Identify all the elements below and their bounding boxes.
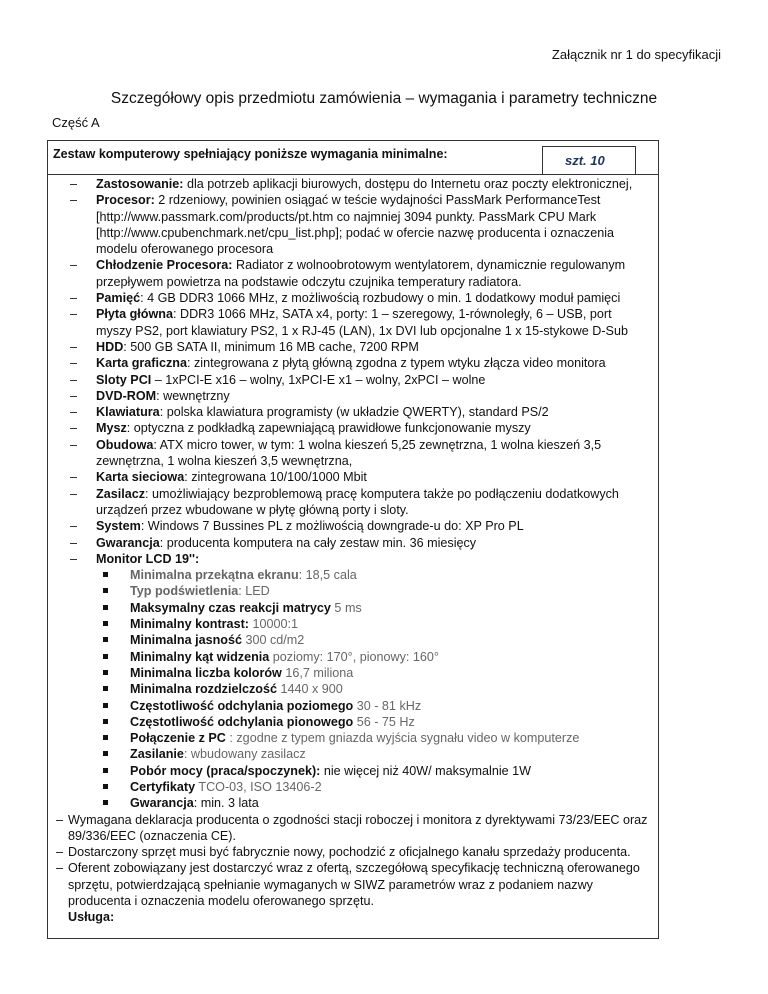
item-label: System — [96, 519, 141, 534]
spec-value: 30 - 81 kHz — [353, 698, 422, 713]
item-text: : umożliwiający bezproblemową pracę komputera także po podłączeniu dodatkowych urządzeń przez wbudowane w płytę główną porty i sloty. — [96, 486, 619, 517]
spec-value: : 18,5 cala — [298, 568, 357, 583]
item-text: : zintegrowana 10/100/1000 Mbit — [184, 470, 367, 485]
part-label: Część A — [52, 115, 100, 130]
item-label: Gwarancja — [96, 535, 160, 550]
dash-bullet: – — [70, 339, 78, 354]
monitor-spec-item — [48, 746, 658, 762]
dash-bullet: – — [56, 812, 64, 827]
square-bullet-icon — [103, 686, 108, 691]
dash-bullet: – — [70, 356, 78, 371]
dash-bullet: – — [70, 177, 78, 191]
spec-label: Połączenie z PC — [130, 731, 226, 746]
monitor-spec-item — [48, 583, 658, 599]
item-text: : polska klawiatura programisty (w układzie QWERTY), standard PS/2 — [159, 405, 549, 420]
monitor-spec-item — [48, 681, 658, 697]
monitor-spec-list — [48, 567, 658, 811]
dash-bullet: – — [70, 486, 78, 501]
item-label: Zasilacz — [96, 486, 146, 501]
list-item — [48, 404, 658, 420]
list-item — [48, 355, 658, 371]
spec-label: Maksymalny czas reakcji matrycy — [130, 600, 331, 615]
spec-value: 10000:1 — [248, 617, 298, 632]
service-label: Usługa: — [68, 910, 115, 925]
square-bullet-icon — [103, 784, 108, 789]
notes-list — [48, 812, 658, 910]
item-label: Procesor: — [96, 193, 155, 208]
dash-bullet: – — [70, 193, 78, 208]
monitor-spec-item — [48, 632, 658, 648]
item-text: : Windows 7 Bussines PL z możliwością downgrade-u do: XP Pro PL — [140, 519, 524, 534]
square-bullet-icon — [103, 572, 108, 577]
dash-bullet: – — [70, 405, 78, 420]
list-item — [48, 437, 658, 470]
list-item — [48, 306, 658, 339]
spec-label: Certyfikaty — [130, 779, 196, 794]
item-text: – 1xPCI-E x16 – wolny, 1xPCI-E x1 – wolny, 2xPCI – wolne — [151, 372, 486, 387]
square-bullet-icon — [103, 670, 108, 675]
dash-bullet: – — [70, 437, 78, 452]
spec-value: : zgodne z typem gniazda wyjścia sygnału video w komputerze — [225, 731, 580, 746]
square-bullet-icon — [103, 751, 108, 756]
note-text: Oferent zobowiązany jest dostarczyć wraz z ofertą, szczegółową specyfikację techniczną oferowanego sprzętu, potwierdzającą spełnianie wymaganych w SIWZ parametrów wraz z podaniem nazwy producenta i oznaczenia modelu oferowanego sprzętu. — [68, 861, 640, 909]
square-bullet-icon — [103, 735, 108, 740]
item-label: Monitor LCD 19'': — [96, 551, 200, 566]
list-item — [48, 518, 658, 534]
square-bullet-icon — [103, 654, 108, 659]
spec-label: Pobór mocy (praca/spoczynek): — [130, 763, 321, 778]
dash-bullet: – — [70, 291, 78, 306]
item-label: Karta sieciowa — [96, 470, 185, 485]
spec-value: : wbudowany zasilacz — [183, 747, 306, 762]
item-label: Płyta główna — [96, 307, 173, 322]
item-label: Chłodzenie Procesora: — [96, 258, 233, 273]
item-text: dla potrzeb aplikacji biurowych, dostępu do Internetu oraz poczty elektronicznej, — [183, 177, 633, 191]
monitor-spec-item — [48, 795, 658, 811]
note-item — [48, 860, 658, 909]
dash-bullet: – — [70, 535, 78, 550]
dash-bullet: – — [56, 845, 64, 860]
monitor-spec-item — [48, 763, 658, 779]
spec-value: 5 ms — [330, 600, 362, 615]
item-label: Klawiatura — [96, 405, 160, 420]
list-item — [48, 176, 658, 192]
dash-bullet: – — [56, 861, 64, 876]
component-list — [48, 176, 658, 567]
item-text: : DDR3 1066 MHz, SATA x4, porty: 1 – szeregowy, 1-równoległy, 6 – USB, port myszy PS2, port klawiatury PS2, 1 x RJ-45 (LAN), 1x DVI lub opcjonalne 1 x 15-stykowe D-Sub — [96, 307, 628, 338]
item-text: : 500 GB SATA II, minimum 16 MB cache, 7200 RPM — [123, 339, 419, 354]
item-label: Karta graficzna — [96, 356, 187, 371]
monitor-spec-item — [48, 714, 658, 730]
spec-table — [47, 140, 659, 939]
list-item — [48, 388, 658, 404]
spec-label: Częstotliwość odchylania pionowego — [130, 714, 354, 729]
note-item — [48, 812, 658, 845]
item-text: : producenta komputera na cały zestaw min. 36 miesięcy — [159, 535, 477, 550]
item-text: : optyczna z podkładką zapewniającą prawidłowe funkcjonowanie myszy — [126, 421, 531, 436]
dash-bullet: – — [70, 551, 78, 566]
table-body — [48, 176, 658, 926]
table-header-text: Zestaw komputerowy spełniający poniższe wymagania minimalne: — [53, 147, 448, 161]
dash-bullet: – — [70, 307, 78, 322]
item-text: : wewnętrzny — [156, 388, 230, 403]
spec-value: : LED — [238, 584, 270, 599]
list-item — [48, 339, 658, 355]
spec-label: Typ podświetlenia — [130, 584, 239, 599]
item-label: Obudowa — [96, 437, 154, 452]
dash-bullet: – — [70, 470, 78, 485]
attachment-label: Załącznik nr 1 do specyfikacji — [551, 47, 721, 62]
dash-bullet: – — [70, 421, 78, 436]
item-text: : ATX micro tower, w tym: 1 wolna kieszeń 5,25 zewnętrzna, 1 wolna kieszeń 3,5 zewnętrzna, 1 wolna kieszeń 3,5 wewnętrzna, — [96, 437, 602, 469]
spec-label: Minimalny kąt widzenia — [130, 649, 270, 664]
square-bullet-icon — [103, 637, 108, 642]
square-bullet-icon — [103, 768, 108, 773]
quantity-cell: szt. 10 — [542, 146, 636, 174]
list-item — [48, 192, 658, 257]
spec-value: 300 cd/m2 — [241, 633, 305, 648]
list-item — [48, 420, 658, 436]
spec-label: Gwarancja — [130, 796, 194, 811]
monitor-spec-item — [48, 600, 658, 616]
list-item — [48, 486, 658, 519]
square-bullet-icon — [103, 719, 108, 724]
item-text: 2 rdzeniowy, powinien osiągać w teście wydajności PassMark PerformanceTest [http://www.passmark.com/products/pt.htm co najmniej 3094 punkty. PassMark CPU Mark [http://www.cpubenchmark.net/cpu_list.php]; podać w ofercie nazwę producenta i oznaczenia modelu oferowanego procesora — [96, 193, 615, 257]
dash-bullet: – — [70, 388, 78, 403]
spec-value: nie więcej niż 40W/ maksymalnie 1W — [320, 763, 532, 778]
list-item — [48, 535, 658, 551]
page-title: Szczegółowy opis przedmiotu zamówienia – wymagania i parametry techniczne — [110, 90, 658, 107]
square-bullet-icon — [103, 588, 108, 593]
square-bullet-icon — [103, 703, 108, 708]
square-bullet-icon — [103, 621, 108, 626]
spec-value: 16,7 miliona — [281, 665, 354, 680]
item-label: HDD — [96, 339, 124, 354]
list-item — [48, 469, 658, 485]
note-text: Dostarczony sprzęt musi być fabrycznie nowy, pochodzić z oficjalnego kanału sprzedaży producenta. — [68, 845, 631, 860]
monitor-spec-item — [48, 649, 658, 665]
spec-value: poziomy: 170°, pionowy: 160° — [269, 649, 439, 664]
square-bullet-icon — [103, 605, 108, 610]
monitor-spec-item — [48, 665, 658, 681]
spec-label: Minimalna rozdzielczość — [130, 682, 277, 697]
spec-value: 56 - 75 Hz — [353, 714, 415, 729]
monitor-spec-item — [48, 698, 658, 714]
spec-label: Minimalna liczba kolorów — [130, 665, 282, 680]
note-text: Wymagana deklaracja producenta o zgodności stacji roboczej i monitora z dyrektywami 73/23/EEC oraz 89/336/EEC (oznaczenia CE). — [68, 812, 648, 843]
spec-label: Częstotliwość odchylania poziomego — [130, 698, 354, 713]
monitor-spec-item — [48, 779, 658, 795]
note-item — [48, 844, 658, 860]
item-label: Zastosowanie: — [96, 177, 184, 191]
list-item — [48, 290, 658, 306]
item-label: Mysz — [96, 421, 127, 436]
table-header — [48, 141, 658, 175]
item-label: Sloty PCI — [96, 372, 152, 387]
spec-value: TCO-03, ISO 13406-2 — [195, 779, 322, 794]
spec-label: Minimalny kontrast: — [130, 617, 249, 632]
item-label: DVD-ROM — [96, 388, 157, 403]
list-item — [48, 551, 658, 567]
list-item — [48, 257, 658, 290]
monitor-spec-item — [48, 567, 658, 583]
monitor-spec-item — [48, 616, 658, 632]
list-item — [48, 372, 658, 388]
item-text: Radiator z wolnoobrotowym wentylatorem, dynamicznie regulowanym przepływem powietrza na podstawie odczytu czujnika temperatury radiatora. — [96, 258, 626, 289]
spec-value: 1440 x 900 — [276, 682, 343, 697]
dash-bullet: – — [70, 258, 78, 273]
item-text: : zintegrowana z płytą główną zgodna z typem wtyku złącza video monitora — [187, 356, 606, 371]
monitor-spec-item — [48, 730, 658, 746]
spec-label: Zasilanie — [130, 747, 184, 762]
spec-label: Minimalna jasność — [130, 633, 242, 648]
square-bullet-icon — [103, 800, 108, 805]
dash-bullet: – — [70, 519, 78, 534]
dash-bullet: – — [70, 372, 78, 387]
item-label: Pamięć — [96, 291, 141, 306]
spec-value: : min. 3 lata — [193, 796, 259, 811]
item-text: : 4 GB DDR3 1066 MHz, z możliwością rozbudowy o min. 1 dodatkowy moduł pamięci — [140, 291, 621, 306]
spec-label: Minimalna przekątna ekranu — [130, 568, 299, 583]
